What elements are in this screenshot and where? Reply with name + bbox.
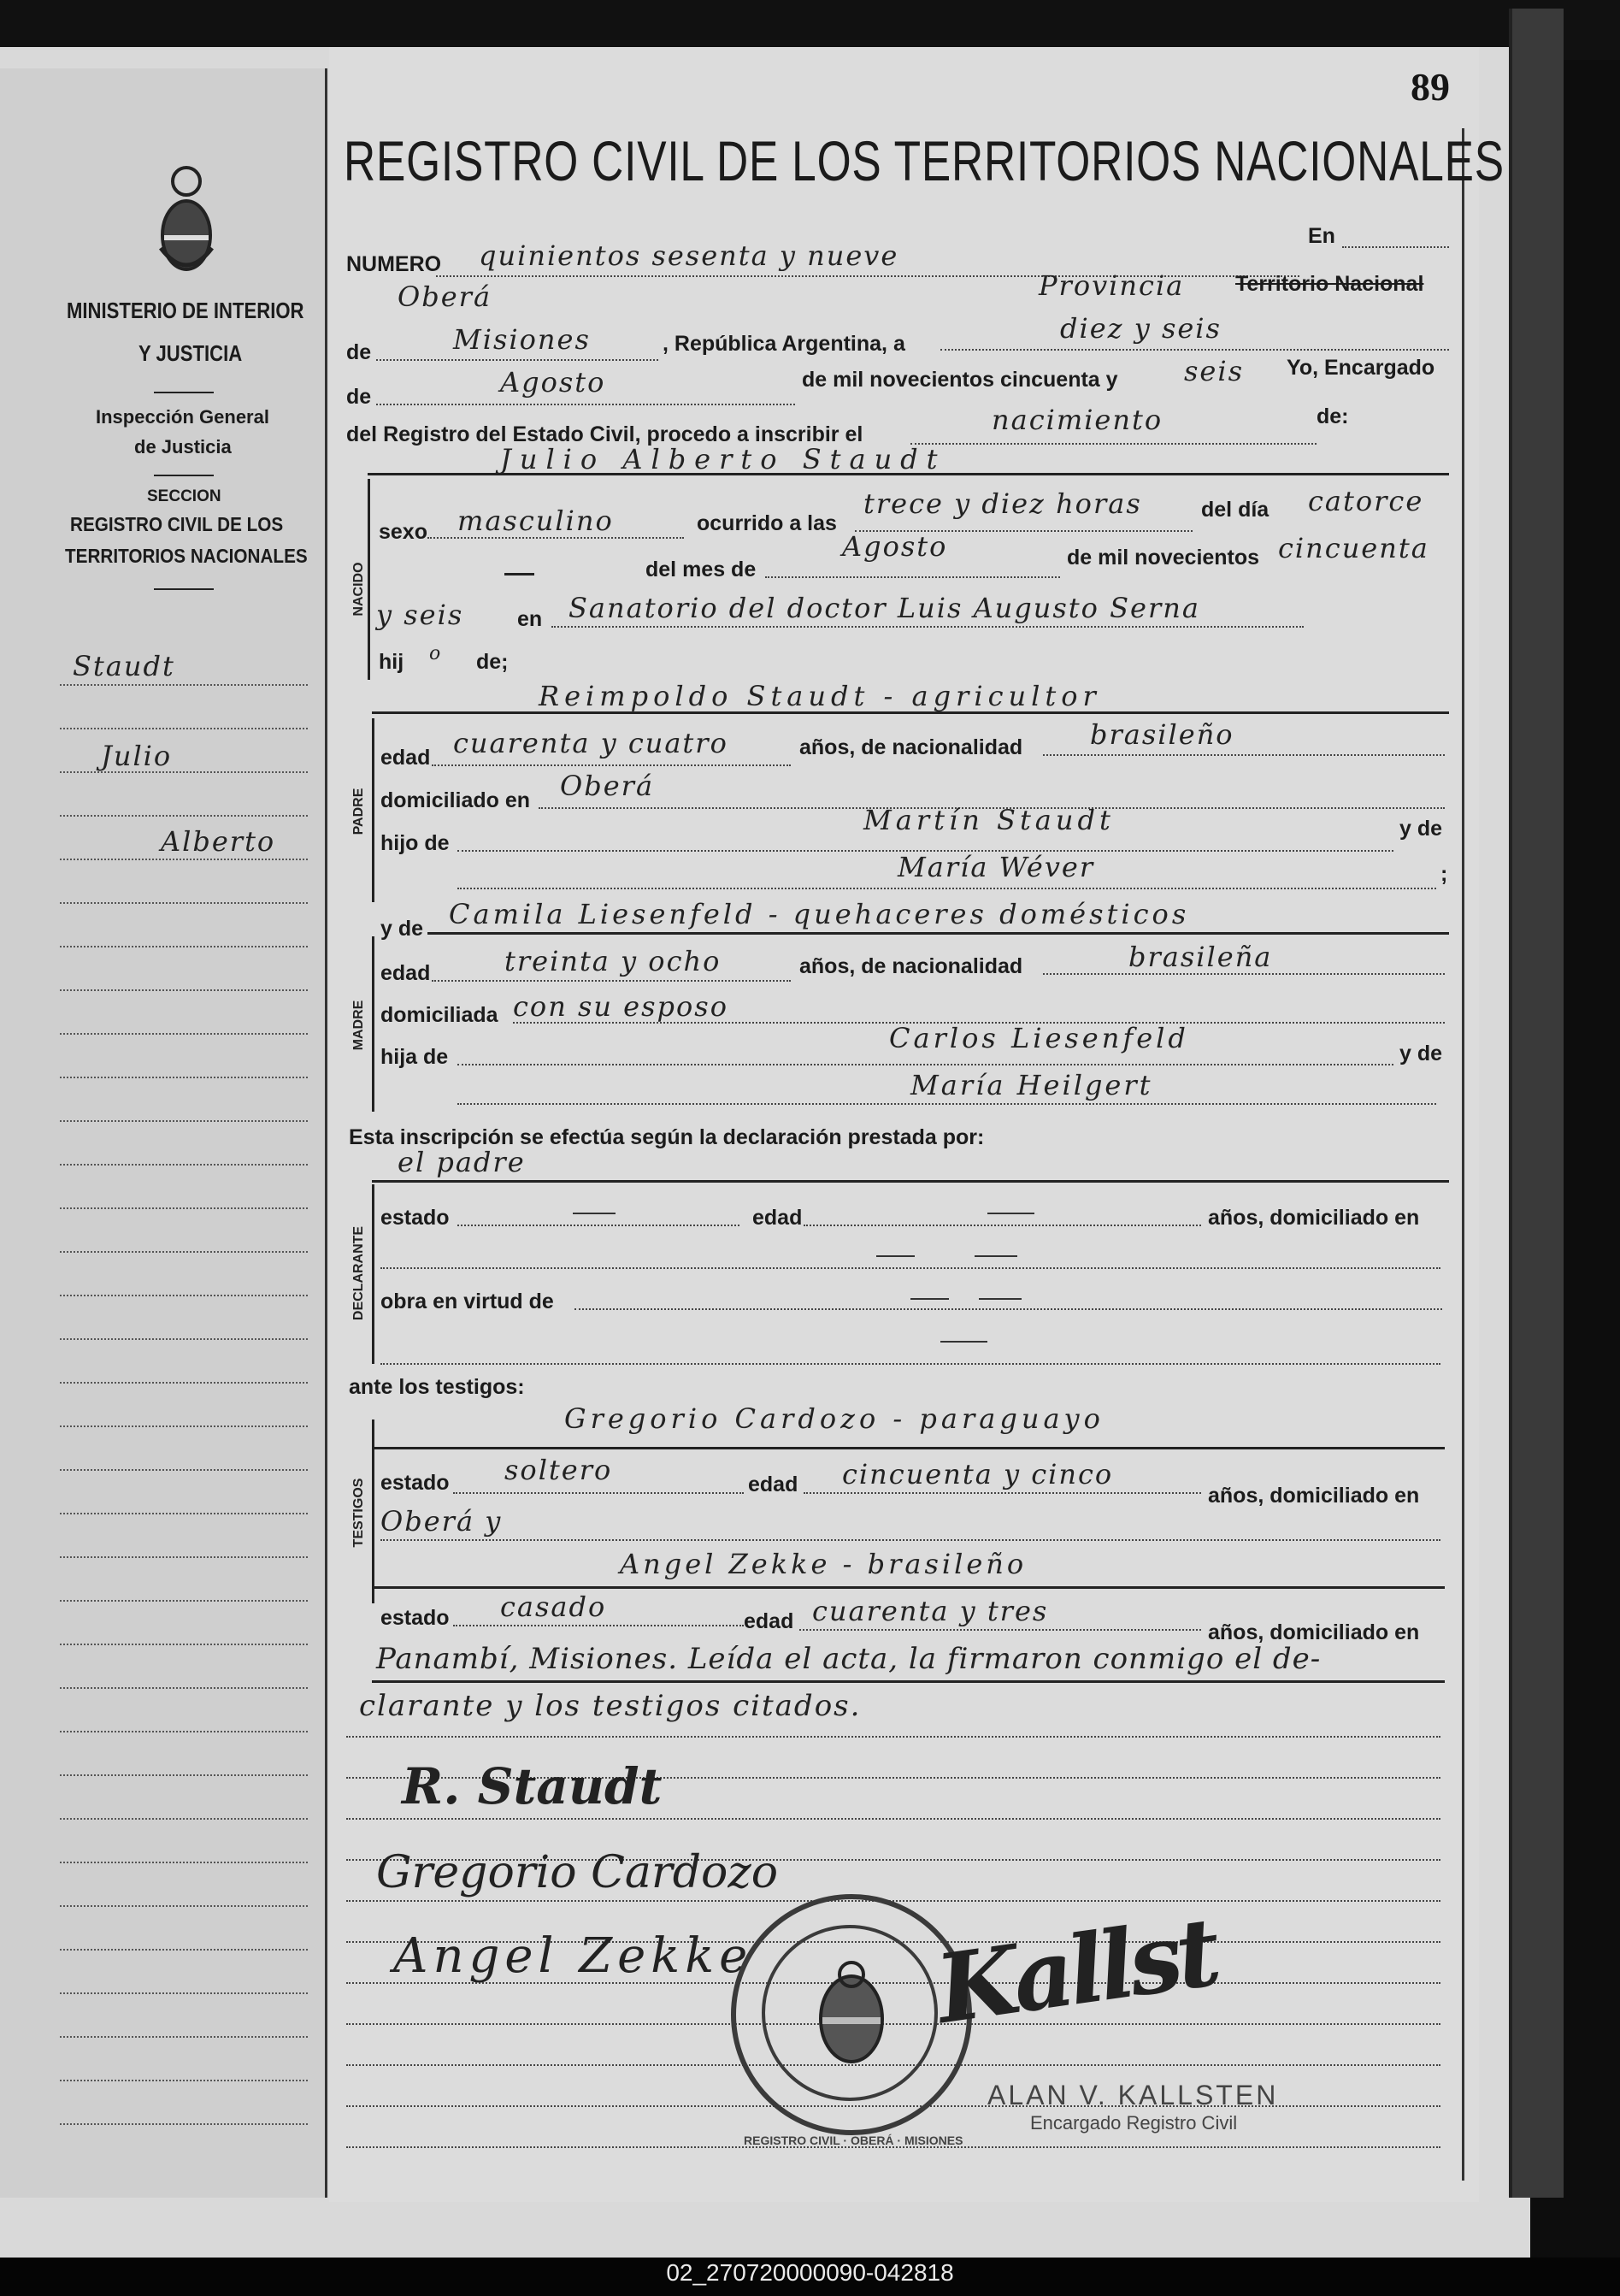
ocurrido-label: ocurrido a las <box>697 511 837 535</box>
stub-ruled-line <box>60 1600 308 1602</box>
sexo-line <box>427 537 684 539</box>
stub-section-2: TERRITORIOS NACIONALES <box>65 545 308 567</box>
testigos-label: TESTIGOS <box>351 1478 366 1548</box>
stub-ruled-line <box>60 771 308 773</box>
stub-inspection-1: Inspección General <box>96 406 269 428</box>
stub-name-2: Alberto <box>161 825 276 858</box>
witness-1-domicilio: Oberá y <box>380 1505 503 1538</box>
madre-hija-label: hija de <box>380 1045 449 1069</box>
padre-bracket <box>372 718 374 902</box>
stub-ministry-1: MINISTERIO DE INTERIOR <box>67 298 304 323</box>
stub-ruled-line <box>60 1207 308 1209</box>
stub-ruled-line <box>60 1513 308 1514</box>
madre-y-de-2: y de <box>1399 1042 1443 1065</box>
blank-dash <box>573 1213 616 1214</box>
de-label-2: de <box>346 385 372 409</box>
stub-ruled-line <box>60 1469 308 1471</box>
republica-label: , República Argentina, a <box>663 332 905 356</box>
form-title: REGISTRO CIVIL DE LOS TERRITORIOS NACIONALES <box>344 129 1505 192</box>
declarante-top-rule <box>372 1180 1449 1183</box>
witness-2-estado-line <box>453 1625 744 1626</box>
declarante-estado-label: estado <box>380 1206 450 1230</box>
signature-witness-1: Gregorio Cardozo <box>376 1847 779 1898</box>
stub-ruled-line <box>60 1033 308 1035</box>
mother-name: Camila Liesenfeld - quehaceres domésticos <box>449 898 1190 930</box>
padre-nac-value: brasileño <box>1090 718 1234 751</box>
official-seal <box>731 1894 972 2135</box>
signature-witness-2: Angel Zekke <box>393 1928 753 1984</box>
day-line <box>940 349 1449 351</box>
nacido-bracket <box>368 479 370 680</box>
officer-title: Encargado Registro Civil <box>1030 2112 1238 2134</box>
stub-ruled-line <box>60 1164 308 1166</box>
seal-emblem-icon <box>809 1959 894 2070</box>
declarante-intro: Esta inscripción se efectúa según la declaración prestada por: <box>349 1125 985 1149</box>
hij-value: o <box>429 643 443 664</box>
stub-ruled-line <box>60 859 308 860</box>
place-of-birth: Sanatorio del doctor Luis Augusto Serna <box>568 592 1200 624</box>
de-label-1: de <box>346 340 372 364</box>
en-label-2: en <box>517 607 543 631</box>
declarante-anos-domicilio: años, domiciliado en <box>1208 1206 1420 1230</box>
witness-2-estado: casado <box>500 1591 607 1623</box>
declarante-edad-label: edad <box>752 1206 803 1230</box>
closing-rule-1 <box>372 1680 1445 1683</box>
territorio-label: Territorio Nacional <box>1235 272 1424 296</box>
stub-ruled-line <box>60 1120 308 1122</box>
madre-bracket <box>372 936 374 1112</box>
witness-2-anos-domicilio: años, domiciliado en <box>1208 1620 1420 1644</box>
witness-1-estado: soltero <box>504 1454 613 1486</box>
blank-dash <box>975 1255 1017 1257</box>
madre-y-de: y de <box>380 917 424 941</box>
signature-ruled-line <box>346 1736 1440 1738</box>
hij-de-label: de; <box>476 650 509 674</box>
testigos-top-rule <box>372 1447 1445 1449</box>
padre-semicolon: ; <box>1440 862 1448 886</box>
closing-text: clarante y los testigos citados. <box>359 1689 862 1723</box>
madre-label: MADRE <box>351 1000 366 1051</box>
stub-ruled-line <box>60 728 308 729</box>
declarante-line-2 <box>380 1267 1440 1269</box>
officer-name: ALAN V. KALLSTEN <box>987 2080 1279 2110</box>
coat-of-arms-icon <box>152 162 221 282</box>
blank-dash <box>987 1213 1034 1214</box>
witness-1-estado-label: estado <box>380 1471 450 1495</box>
day-of-birth: catorce <box>1308 485 1424 517</box>
witness-1-edad-label: edad <box>748 1473 798 1496</box>
dia-label: del día <box>1201 498 1269 522</box>
witness-1-estado-line <box>453 1492 744 1494</box>
hour-value: trece y diez horas <box>863 487 1142 520</box>
padre-domicilio-value: Oberá <box>560 770 655 802</box>
birth-month-line <box>765 576 1060 578</box>
blank-dash <box>940 1341 987 1343</box>
hij-label: hij <box>379 650 404 674</box>
padre-label: PADRE <box>351 788 366 835</box>
declarante-obra-label: obra en virtud de <box>380 1290 554 1313</box>
witness-1-anos-domicilio: años, domiciliado en <box>1208 1484 1420 1508</box>
padre-nac-line <box>1043 754 1445 756</box>
de-label-3: de: <box>1317 404 1349 428</box>
padre-edad-line <box>432 764 791 766</box>
padre-mother-value: María Wéver <box>898 851 1095 883</box>
madre-domicilio-value: con su esposo <box>513 990 728 1023</box>
declarante-bracket <box>372 1184 374 1364</box>
witness-2-edad: cuarenta y tres <box>812 1595 1049 1627</box>
declarante-label: DECLARANTE <box>351 1225 366 1321</box>
province-line <box>376 359 658 361</box>
image-id: 02_270720000090-042818 <box>666 2259 954 2286</box>
witness-1-edad: cincuenta y cinco <box>842 1458 1114 1490</box>
stub-ruled-line <box>60 1731 308 1732</box>
blank-dash <box>910 1298 949 1300</box>
officer-signature: Kallst <box>929 1896 1222 2045</box>
stub-ruled-line <box>60 1774 308 1776</box>
stub-ruled-line <box>60 1818 308 1820</box>
stub-ruled-line <box>60 1382 308 1384</box>
madre-domicilio-label: domiciliada <box>380 1003 498 1027</box>
madre-edad-line <box>432 980 791 982</box>
madre-father-line <box>457 1064 1393 1065</box>
blank-dash <box>876 1255 915 1257</box>
stub-ruled-line <box>60 902 308 904</box>
stub-ruled-line <box>60 1862 308 1863</box>
birth-month-value: Agosto <box>842 530 948 563</box>
act-value: nacimiento <box>992 404 1163 436</box>
madre-edad-value: treinta y ocho <box>504 945 722 977</box>
blank-dash <box>504 573 534 575</box>
book-edge <box>1509 9 1564 2198</box>
child-name: Julio Alberto Staudt <box>500 443 946 475</box>
witness-2-edad-line <box>799 1629 1201 1631</box>
numero-label: NUMERO <box>346 252 442 276</box>
witness-2-rule <box>372 1586 1445 1589</box>
padre-edad-label: edad <box>380 746 431 770</box>
en-line <box>1342 246 1449 248</box>
stub-section-label: SECCION <box>147 487 221 505</box>
encargado-text: Yo, Encargado <box>1287 356 1435 380</box>
padre-hijo-label: hijo de <box>380 831 450 855</box>
madre-nac-label: años, de nacionalidad <box>799 954 1023 978</box>
madre-top-rule <box>427 932 1449 935</box>
witness-2-name: Angel Zekke - brasileño <box>620 1548 1028 1580</box>
testigos-bracket <box>372 1420 374 1603</box>
stub-ruled-line <box>60 1338 308 1340</box>
birth-year-value-2: y seis <box>376 599 464 631</box>
nacido-top-rule <box>368 473 1449 475</box>
stub-ruled-line <box>60 2080 308 2081</box>
madre-nac-value: brasileña <box>1128 941 1273 973</box>
stub-ruled-line <box>60 1425 308 1427</box>
madre-edad-label: edad <box>380 961 431 985</box>
stub-ruled-line <box>60 1905 308 1907</box>
padre-father-value: Martín Staudt <box>863 804 1115 836</box>
stub-ruled-line <box>60 946 308 947</box>
stub-ruled-line <box>60 1077 308 1078</box>
stub-ruled-line <box>60 1949 308 1951</box>
declarante-edad-line <box>804 1225 1201 1226</box>
stub-ruled-line <box>60 1992 308 1994</box>
stub-ruled-line <box>60 2036 308 2038</box>
right-margin-rule <box>1462 128 1464 2181</box>
registro-text: del Registro del Estado Civil, procedo a inscribir el <box>346 422 863 446</box>
stub-column <box>0 68 327 2198</box>
en-label: En <box>1308 224 1335 248</box>
stub-divider <box>154 588 214 590</box>
sexo-value: masculino <box>457 505 614 537</box>
signature-declarante: R. Staudt <box>402 1757 663 1815</box>
page-number: 89 <box>1411 65 1450 109</box>
birth-year-value-1: cincuenta <box>1278 532 1429 564</box>
declarante-estado-line <box>457 1225 739 1226</box>
witness-2-edad-label: edad <box>744 1609 794 1633</box>
padre-nac-label: años, de nacionalidad <box>799 735 1023 759</box>
birth-year-text: de mil novecientos <box>1067 546 1260 570</box>
stub-ruled-line <box>60 1644 308 1645</box>
stub-divider <box>154 475 214 476</box>
padre-y-de: y de <box>1399 817 1443 841</box>
signature-ruled-line <box>346 1818 1440 1820</box>
witness-1-edad-line <box>804 1492 1201 1494</box>
witness-2-estado-label: estado <box>380 1606 450 1630</box>
padre-mother-line <box>457 888 1436 889</box>
padre-edad-value: cuarenta y cuatro <box>453 727 728 759</box>
stub-divider <box>154 392 214 393</box>
sexo-label: sexo <box>379 520 427 544</box>
place-value: Oberá <box>398 280 492 313</box>
witness-1-name: Gregorio Cardozo - paraguayo <box>564 1402 1105 1435</box>
day-value: diez y seis <box>1060 312 1222 345</box>
madre-nac-line <box>1043 973 1445 975</box>
declarante-obra-line <box>574 1308 1442 1310</box>
numero-value: quinientos sesenta y nueve <box>479 239 899 272</box>
declarante-line-3 <box>380 1363 1440 1365</box>
stub-inspection-2: de Justicia <box>134 436 232 457</box>
seal-text: REGISTRO CIVIL · OBERÁ · MISIONES <box>744 2134 963 2147</box>
declarante-value: el padre <box>398 1146 526 1178</box>
provincia-value: Provincia <box>1039 269 1185 302</box>
month-line <box>376 404 795 405</box>
padre-domicilio-label: domiciliado en <box>380 788 531 812</box>
nacido-label: NACIDO <box>351 562 366 617</box>
witness-2-domicilio: Panambí, Misiones. Leída el acta, la firmaron conmigo el de- <box>376 1642 1322 1676</box>
stub-ruled-line <box>60 1687 308 1689</box>
stub-ruled-line <box>60 1251 308 1253</box>
stub-ruled-line <box>60 815 308 817</box>
stub-name-1: Julio <box>101 740 173 772</box>
stub-section-1: REGISTRO CIVIL DE LOS <box>70 513 284 535</box>
witness-1-domicilio-line <box>380 1539 1440 1541</box>
testigos-intro: ante los testigos: <box>349 1375 525 1399</box>
stub-surname: Staudt <box>73 650 175 682</box>
year-text: de mil novecientos cincuenta y <box>802 368 1118 392</box>
stub-ruled-line <box>60 989 308 991</box>
province-value: Misiones <box>453 323 591 356</box>
stub-ruled-line <box>60 1556 308 1558</box>
year-value: seis <box>1184 355 1245 387</box>
blank-dash <box>979 1298 1022 1300</box>
stub-ruled-line <box>60 2123 308 2125</box>
madre-father-value: Carlos Liesenfeld <box>889 1022 1189 1054</box>
madre-mother-line <box>457 1103 1436 1105</box>
stub-ruled-line <box>60 1295 308 1296</box>
place-of-birth-line <box>551 626 1304 628</box>
padre-top-rule <box>372 711 1449 714</box>
stub-ministry-2: Y JUSTICIA <box>138 340 243 366</box>
father-name: Reimpoldo Staudt - agricultor <box>539 680 1101 712</box>
act-line <box>910 443 1317 445</box>
month-value: Agosto <box>500 366 606 398</box>
stub-ruled-line <box>60 684 308 686</box>
mes-label: del mes de <box>645 558 757 581</box>
madre-mother-value: María Heilgert <box>910 1069 1153 1101</box>
